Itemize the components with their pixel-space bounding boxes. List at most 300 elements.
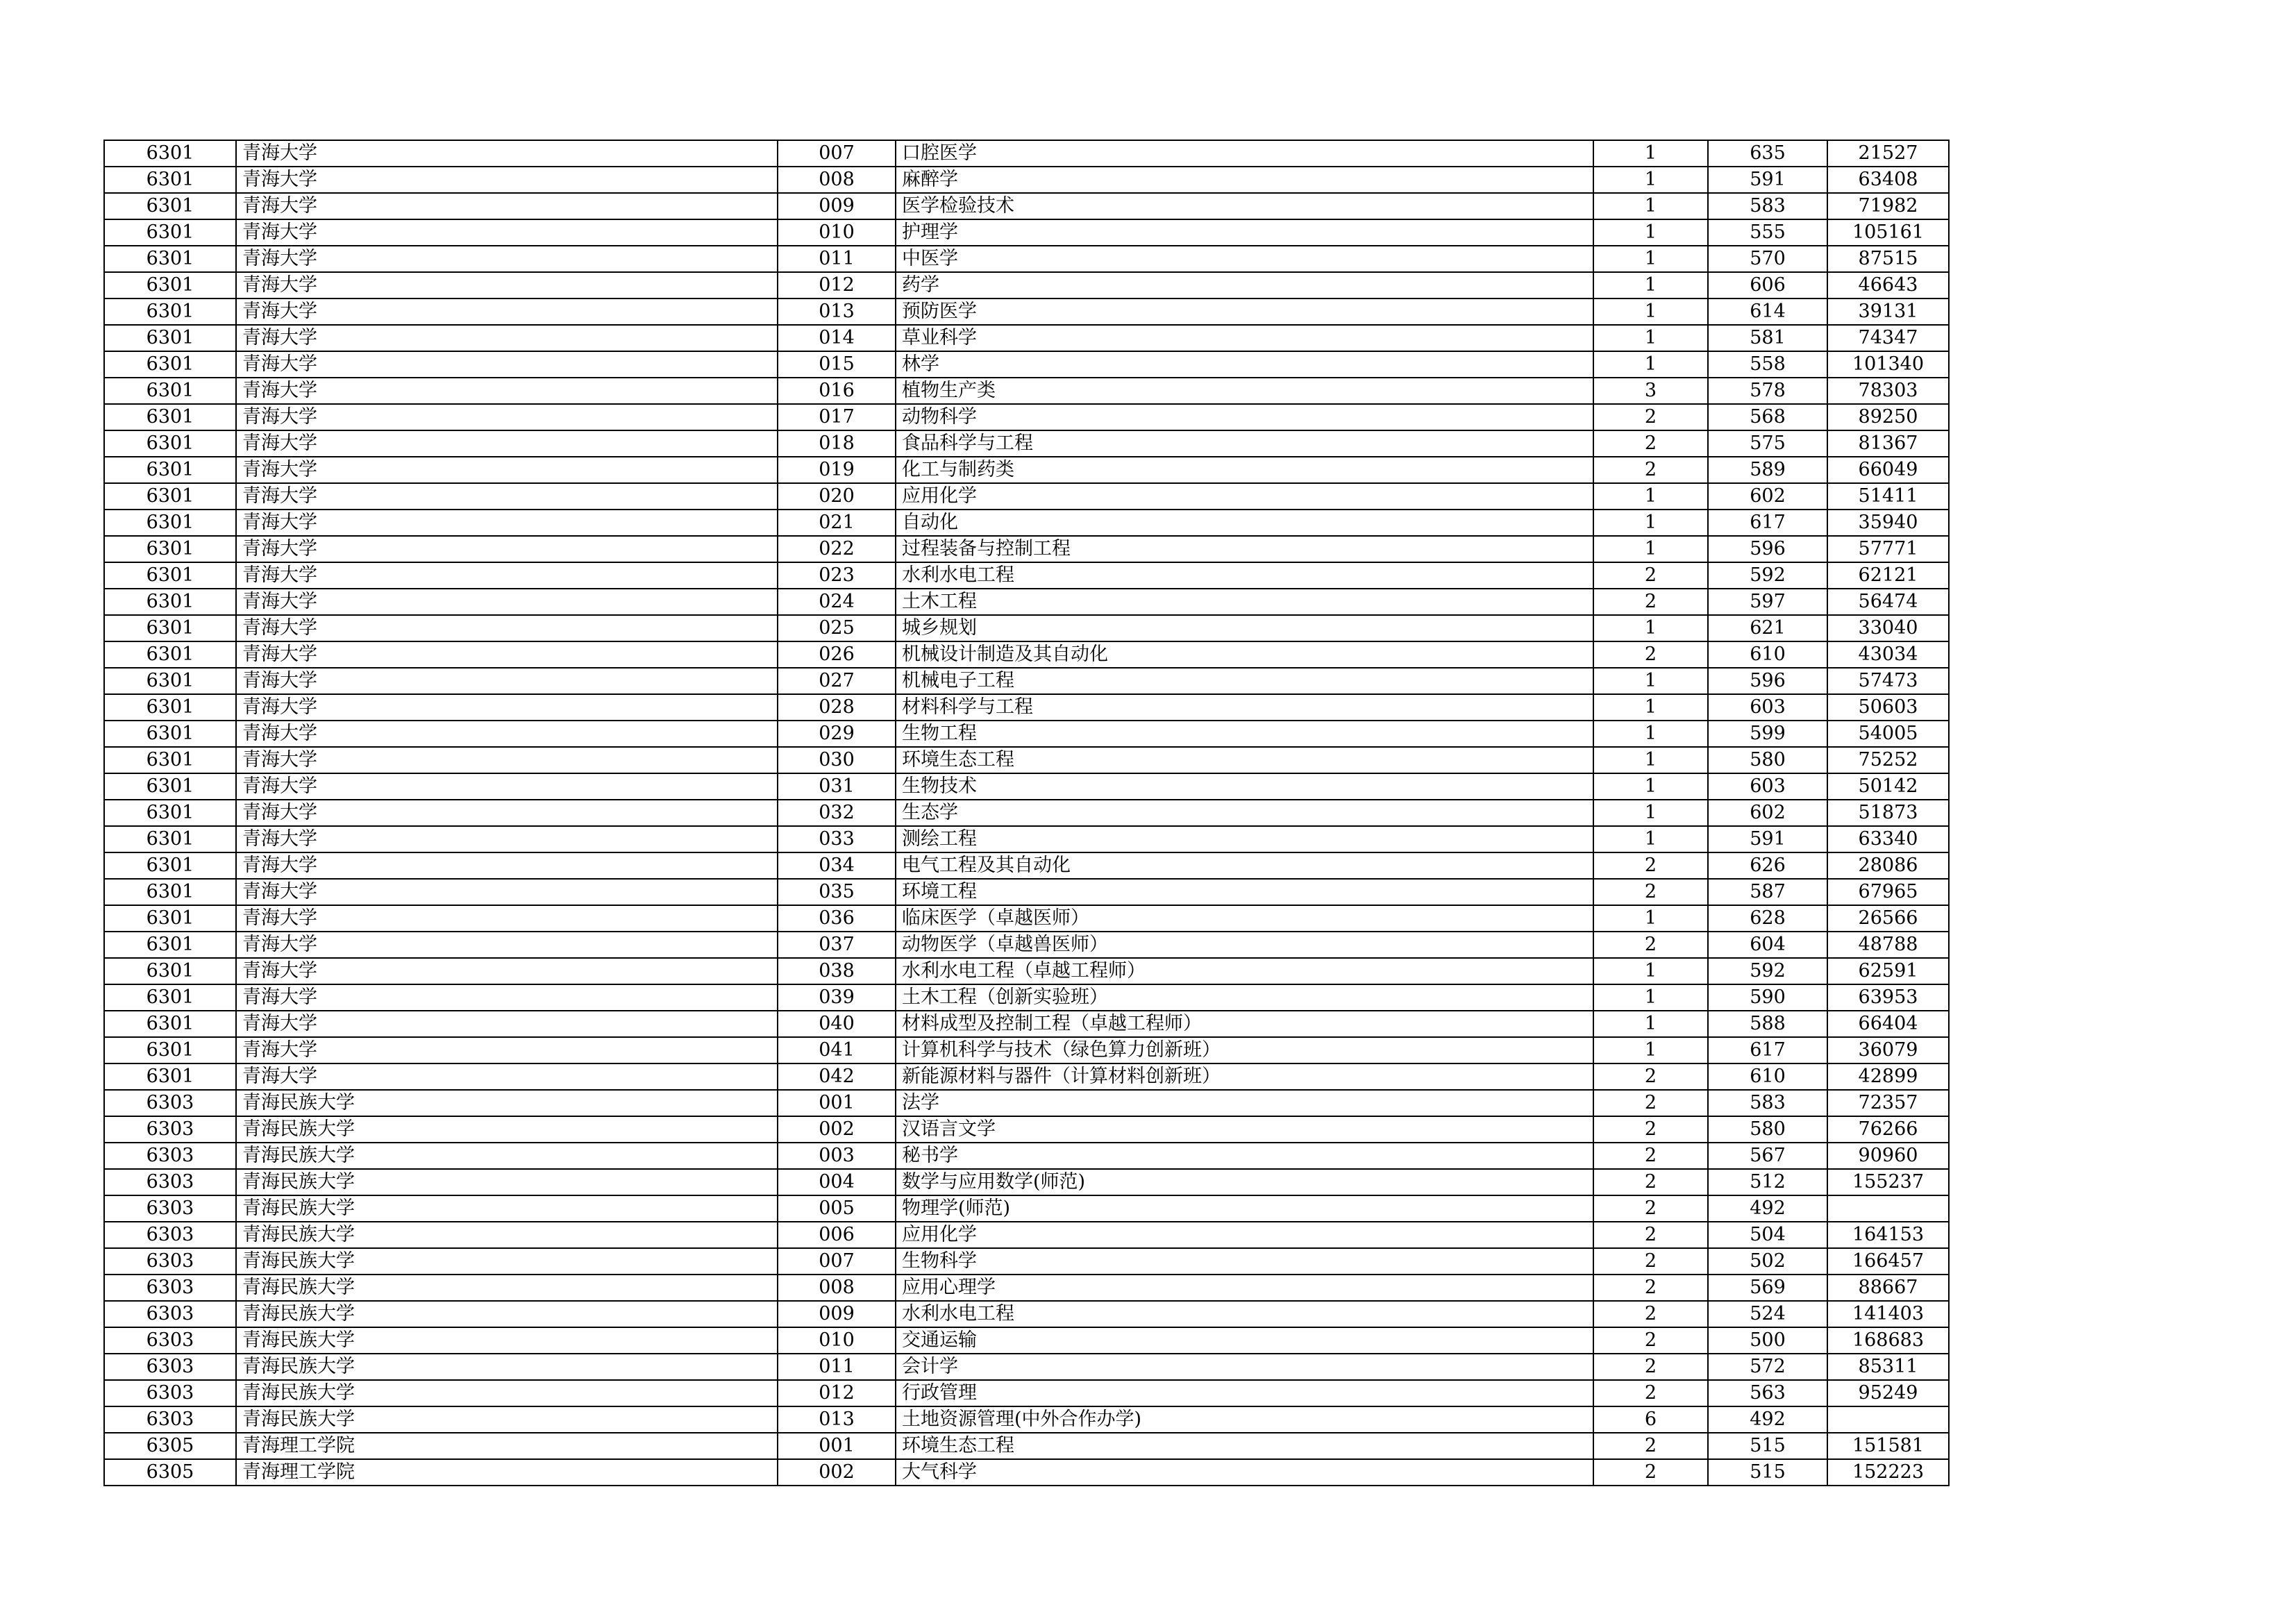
school-code-cell: 6303 bbox=[104, 1327, 236, 1354]
min-score-cell: 588 bbox=[1708, 1011, 1827, 1037]
major-code-cell: 007 bbox=[778, 1248, 896, 1275]
table-row bbox=[104, 325, 1949, 351]
plan-count-cell: 1 bbox=[1593, 272, 1708, 298]
table-row bbox=[104, 747, 1949, 773]
admission-table bbox=[103, 140, 1950, 1486]
min-rank-cell: 35940 bbox=[1827, 510, 1949, 536]
school-code-cell: 6303 bbox=[104, 1195, 236, 1222]
table-row bbox=[104, 615, 1949, 641]
major-code-cell: 007 bbox=[778, 140, 896, 167]
min-rank-cell: 28086 bbox=[1827, 852, 1949, 879]
school-code-cell: 6303 bbox=[104, 1090, 236, 1116]
major-code-cell: 042 bbox=[778, 1063, 896, 1090]
school-name-cell: 青海大学 bbox=[236, 932, 778, 958]
table-row bbox=[104, 773, 1949, 800]
min-score-cell: 603 bbox=[1708, 773, 1827, 800]
school-name-cell: 青海大学 bbox=[236, 510, 778, 536]
table-row bbox=[104, 483, 1949, 510]
major-name-cell: 行政管理 bbox=[896, 1380, 1593, 1406]
table-row bbox=[104, 536, 1949, 562]
major-name-cell: 材料成型及控制工程（卓越工程师） bbox=[896, 1011, 1593, 1037]
major-code-cell: 037 bbox=[778, 932, 896, 958]
major-name-cell: 环境生态工程 bbox=[896, 747, 1593, 773]
school-name-cell: 青海大学 bbox=[236, 958, 778, 984]
school-code-cell: 6301 bbox=[104, 562, 236, 589]
table-row bbox=[104, 932, 1949, 958]
min-score-cell: 575 bbox=[1708, 430, 1827, 457]
table-row bbox=[104, 721, 1949, 747]
table-row bbox=[104, 1063, 1949, 1090]
school-code-cell: 6303 bbox=[104, 1248, 236, 1275]
min-rank-cell: 56474 bbox=[1827, 589, 1949, 615]
major-name-cell: 口腔医学 bbox=[896, 140, 1593, 167]
min-score-cell: 580 bbox=[1708, 1116, 1827, 1143]
school-code-cell: 6301 bbox=[104, 984, 236, 1011]
table-row bbox=[104, 1116, 1949, 1143]
school-name-cell: 青海大学 bbox=[236, 800, 778, 826]
school-name-cell: 青海民族大学 bbox=[236, 1327, 778, 1354]
plan-count-cell: 2 bbox=[1593, 1169, 1708, 1195]
school-name-cell: 青海民族大学 bbox=[236, 1195, 778, 1222]
school-name-cell: 青海大学 bbox=[236, 1063, 778, 1090]
min-rank-cell: 78303 bbox=[1827, 378, 1949, 404]
plan-count-cell: 2 bbox=[1593, 641, 1708, 668]
min-score-cell: 555 bbox=[1708, 219, 1827, 246]
major-name-cell: 植物生产类 bbox=[896, 378, 1593, 404]
min-score-cell: 592 bbox=[1708, 958, 1827, 984]
school-code-cell: 6301 bbox=[104, 589, 236, 615]
min-rank-cell: 151581 bbox=[1827, 1433, 1949, 1459]
major-name-cell: 材料科学与工程 bbox=[896, 694, 1593, 721]
school-code-cell: 6301 bbox=[104, 668, 236, 694]
major-name-cell: 生态学 bbox=[896, 800, 1593, 826]
min-rank-cell: 26566 bbox=[1827, 905, 1949, 932]
table-row bbox=[104, 1143, 1949, 1169]
school-name-cell: 青海大学 bbox=[236, 773, 778, 800]
min-rank-cell: 72357 bbox=[1827, 1090, 1949, 1116]
min-rank-cell: 51873 bbox=[1827, 800, 1949, 826]
min-score-cell: 515 bbox=[1708, 1433, 1827, 1459]
major-code-cell: 013 bbox=[778, 298, 896, 325]
major-code-cell: 024 bbox=[778, 589, 896, 615]
table-row bbox=[104, 1406, 1949, 1433]
major-name-cell: 医学检验技术 bbox=[896, 193, 1593, 219]
plan-count-cell: 2 bbox=[1593, 1090, 1708, 1116]
major-code-cell: 016 bbox=[778, 378, 896, 404]
major-code-cell: 006 bbox=[778, 1222, 896, 1248]
major-name-cell: 中医学 bbox=[896, 246, 1593, 272]
table-row bbox=[104, 668, 1949, 694]
major-code-cell: 010 bbox=[778, 1327, 896, 1354]
min-score-cell: 606 bbox=[1708, 272, 1827, 298]
major-name-cell: 临床医学（卓越医师） bbox=[896, 905, 1593, 932]
plan-count-cell: 2 bbox=[1593, 1222, 1708, 1248]
min-rank-cell: 36079 bbox=[1827, 1037, 1949, 1063]
school-name-cell: 青海大学 bbox=[236, 430, 778, 457]
major-code-cell: 004 bbox=[778, 1169, 896, 1195]
school-code-cell: 6301 bbox=[104, 879, 236, 905]
plan-count-cell: 1 bbox=[1593, 298, 1708, 325]
school-name-cell: 青海大学 bbox=[236, 219, 778, 246]
school-code-cell: 6303 bbox=[104, 1354, 236, 1380]
major-code-cell: 003 bbox=[778, 1143, 896, 1169]
min-rank-cell: 46643 bbox=[1827, 272, 1949, 298]
table-row bbox=[104, 430, 1949, 457]
min-rank-cell: 81367 bbox=[1827, 430, 1949, 457]
major-name-cell: 电气工程及其自动化 bbox=[896, 852, 1593, 879]
major-code-cell: 015 bbox=[778, 351, 896, 378]
plan-count-cell: 3 bbox=[1593, 378, 1708, 404]
major-name-cell: 物理学(师范) bbox=[896, 1195, 1593, 1222]
min-score-cell: 583 bbox=[1708, 1090, 1827, 1116]
plan-count-cell: 2 bbox=[1593, 1327, 1708, 1354]
school-code-cell: 6303 bbox=[104, 1380, 236, 1406]
min-rank-cell: 57771 bbox=[1827, 536, 1949, 562]
school-code-cell: 6303 bbox=[104, 1169, 236, 1195]
plan-count-cell: 1 bbox=[1593, 510, 1708, 536]
major-name-cell: 机械电子工程 bbox=[896, 668, 1593, 694]
plan-count-cell: 1 bbox=[1593, 167, 1708, 193]
major-code-cell: 011 bbox=[778, 1354, 896, 1380]
school-name-cell: 青海民族大学 bbox=[236, 1248, 778, 1275]
min-score-cell: 512 bbox=[1708, 1169, 1827, 1195]
min-score-cell: 602 bbox=[1708, 800, 1827, 826]
school-name-cell: 青海大学 bbox=[236, 536, 778, 562]
min-rank-cell: 57473 bbox=[1827, 668, 1949, 694]
major-code-cell: 022 bbox=[778, 536, 896, 562]
major-code-cell: 039 bbox=[778, 984, 896, 1011]
major-name-cell: 环境工程 bbox=[896, 879, 1593, 905]
school-code-cell: 6303 bbox=[104, 1116, 236, 1143]
school-code-cell: 6303 bbox=[104, 1222, 236, 1248]
min-rank-cell: 152223 bbox=[1827, 1459, 1949, 1486]
table-row bbox=[104, 1275, 1949, 1301]
table-row bbox=[104, 562, 1949, 589]
school-name-cell: 青海大学 bbox=[236, 325, 778, 351]
major-name-cell: 过程装备与控制工程 bbox=[896, 536, 1593, 562]
school-code-cell: 6301 bbox=[104, 1011, 236, 1037]
table-row bbox=[104, 1222, 1949, 1248]
plan-count-cell: 1 bbox=[1593, 483, 1708, 510]
plan-count-cell: 6 bbox=[1593, 1406, 1708, 1433]
major-code-cell: 041 bbox=[778, 1037, 896, 1063]
plan-count-cell: 1 bbox=[1593, 721, 1708, 747]
major-name-cell: 生物技术 bbox=[896, 773, 1593, 800]
major-name-cell: 汉语言文学 bbox=[896, 1116, 1593, 1143]
major-code-cell: 009 bbox=[778, 193, 896, 219]
min-rank-cell: 39131 bbox=[1827, 298, 1949, 325]
major-code-cell: 026 bbox=[778, 641, 896, 668]
school-code-cell: 6303 bbox=[104, 1143, 236, 1169]
school-code-cell: 6301 bbox=[104, 325, 236, 351]
plan-count-cell: 2 bbox=[1593, 1354, 1708, 1380]
major-name-cell: 食品科学与工程 bbox=[896, 430, 1593, 457]
school-code-cell: 6301 bbox=[104, 298, 236, 325]
school-code-cell: 6301 bbox=[104, 378, 236, 404]
school-code-cell: 6301 bbox=[104, 747, 236, 773]
major-code-cell: 032 bbox=[778, 800, 896, 826]
major-code-cell: 002 bbox=[778, 1116, 896, 1143]
school-name-cell: 青海民族大学 bbox=[236, 1380, 778, 1406]
min-rank-cell: 63340 bbox=[1827, 826, 1949, 852]
min-score-cell: 504 bbox=[1708, 1222, 1827, 1248]
min-score-cell: 597 bbox=[1708, 589, 1827, 615]
min-rank-cell: 62121 bbox=[1827, 562, 1949, 589]
major-code-cell: 038 bbox=[778, 958, 896, 984]
min-score-cell: 617 bbox=[1708, 1037, 1827, 1063]
major-name-cell: 土木工程 bbox=[896, 589, 1593, 615]
school-name-cell: 青海大学 bbox=[236, 246, 778, 272]
table-row bbox=[104, 589, 1949, 615]
min-rank-cell: 43034 bbox=[1827, 641, 1949, 668]
school-code-cell: 6305 bbox=[104, 1433, 236, 1459]
major-code-cell: 030 bbox=[778, 747, 896, 773]
plan-count-cell: 1 bbox=[1593, 351, 1708, 378]
min-score-cell: 580 bbox=[1708, 747, 1827, 773]
major-name-cell: 环境生态工程 bbox=[896, 1433, 1593, 1459]
school-code-cell: 6301 bbox=[104, 246, 236, 272]
min-rank-cell: 54005 bbox=[1827, 721, 1949, 747]
plan-count-cell: 1 bbox=[1593, 694, 1708, 721]
min-score-cell: 558 bbox=[1708, 351, 1827, 378]
table-row bbox=[104, 1195, 1949, 1222]
major-name-cell: 水利水电工程 bbox=[896, 562, 1593, 589]
school-name-cell: 青海民族大学 bbox=[236, 1406, 778, 1433]
major-name-cell: 草业科学 bbox=[896, 325, 1593, 351]
major-code-cell: 001 bbox=[778, 1433, 896, 1459]
school-name-cell: 青海大学 bbox=[236, 167, 778, 193]
min-score-cell: 604 bbox=[1708, 932, 1827, 958]
table-row bbox=[104, 1301, 1949, 1327]
major-code-cell: 029 bbox=[778, 721, 896, 747]
school-code-cell: 6301 bbox=[104, 932, 236, 958]
major-code-cell: 027 bbox=[778, 668, 896, 694]
min-score-cell: 587 bbox=[1708, 879, 1827, 905]
school-name-cell: 青海大学 bbox=[236, 272, 778, 298]
plan-count-cell: 1 bbox=[1593, 984, 1708, 1011]
table-row bbox=[104, 1248, 1949, 1275]
major-code-cell: 010 bbox=[778, 219, 896, 246]
major-code-cell: 002 bbox=[778, 1459, 896, 1486]
min-rank-cell: 42899 bbox=[1827, 1063, 1949, 1090]
school-name-cell: 青海大学 bbox=[236, 826, 778, 852]
min-rank-cell: 85311 bbox=[1827, 1354, 1949, 1380]
table-row bbox=[104, 378, 1949, 404]
min-rank-cell: 89250 bbox=[1827, 404, 1949, 430]
plan-count-cell: 1 bbox=[1593, 1037, 1708, 1063]
table-row bbox=[104, 1459, 1949, 1486]
major-name-cell: 秘书学 bbox=[896, 1143, 1593, 1169]
min-score-cell: 617 bbox=[1708, 510, 1827, 536]
min-score-cell: 569 bbox=[1708, 1275, 1827, 1301]
major-name-cell: 数学与应用数学(师范) bbox=[896, 1169, 1593, 1195]
min-score-cell: 563 bbox=[1708, 1380, 1827, 1406]
min-rank-cell: 76266 bbox=[1827, 1116, 1949, 1143]
school-name-cell: 青海大学 bbox=[236, 378, 778, 404]
major-code-cell: 012 bbox=[778, 1380, 896, 1406]
table-row bbox=[104, 1011, 1949, 1037]
major-name-cell: 生物科学 bbox=[896, 1248, 1593, 1275]
school-name-cell: 青海民族大学 bbox=[236, 1275, 778, 1301]
min-rank-cell: 48788 bbox=[1827, 932, 1949, 958]
min-score-cell: 621 bbox=[1708, 615, 1827, 641]
major-code-cell: 008 bbox=[778, 167, 896, 193]
major-name-cell: 测绘工程 bbox=[896, 826, 1593, 852]
major-name-cell: 水利水电工程 bbox=[896, 1301, 1593, 1327]
school-name-cell: 青海大学 bbox=[236, 879, 778, 905]
min-score-cell: 502 bbox=[1708, 1248, 1827, 1275]
school-code-cell: 6301 bbox=[104, 615, 236, 641]
school-name-cell: 青海理工学院 bbox=[236, 1433, 778, 1459]
plan-count-cell: 2 bbox=[1593, 430, 1708, 457]
min-rank-cell: 75252 bbox=[1827, 747, 1949, 773]
min-rank-cell: 50603 bbox=[1827, 694, 1949, 721]
plan-count-cell: 2 bbox=[1593, 932, 1708, 958]
table-row bbox=[104, 905, 1949, 932]
major-code-cell: 018 bbox=[778, 430, 896, 457]
major-code-cell: 033 bbox=[778, 826, 896, 852]
min-score-cell: 583 bbox=[1708, 193, 1827, 219]
plan-count-cell: 2 bbox=[1593, 1195, 1708, 1222]
school-code-cell: 6303 bbox=[104, 1275, 236, 1301]
school-name-cell: 青海大学 bbox=[236, 404, 778, 430]
major-name-cell: 法学 bbox=[896, 1090, 1593, 1116]
plan-count-cell: 2 bbox=[1593, 1380, 1708, 1406]
min-score-cell: 602 bbox=[1708, 483, 1827, 510]
major-code-cell: 020 bbox=[778, 483, 896, 510]
school-name-cell: 青海大学 bbox=[236, 641, 778, 668]
school-code-cell: 6303 bbox=[104, 1301, 236, 1327]
table-row bbox=[104, 879, 1949, 905]
min-score-cell: 570 bbox=[1708, 246, 1827, 272]
school-code-cell: 6301 bbox=[104, 641, 236, 668]
plan-count-cell: 1 bbox=[1593, 747, 1708, 773]
major-code-cell: 014 bbox=[778, 325, 896, 351]
table-row bbox=[104, 1354, 1949, 1380]
table-row bbox=[104, 193, 1949, 219]
plan-count-cell: 2 bbox=[1593, 1116, 1708, 1143]
major-code-cell: 013 bbox=[778, 1406, 896, 1433]
min-score-cell: 567 bbox=[1708, 1143, 1827, 1169]
school-name-cell: 青海大学 bbox=[236, 589, 778, 615]
school-name-cell: 青海理工学院 bbox=[236, 1459, 778, 1486]
school-code-cell: 6301 bbox=[104, 721, 236, 747]
table-row bbox=[104, 167, 1949, 193]
plan-count-cell: 1 bbox=[1593, 140, 1708, 167]
school-name-cell: 青海大学 bbox=[236, 562, 778, 589]
major-code-cell: 036 bbox=[778, 905, 896, 932]
min-rank-cell: 71982 bbox=[1827, 193, 1949, 219]
table-row bbox=[104, 351, 1949, 378]
min-score-cell: 610 bbox=[1708, 641, 1827, 668]
major-name-cell: 生物工程 bbox=[896, 721, 1593, 747]
school-name-cell: 青海民族大学 bbox=[236, 1090, 778, 1116]
school-name-cell: 青海大学 bbox=[236, 747, 778, 773]
major-code-cell: 031 bbox=[778, 773, 896, 800]
plan-count-cell: 2 bbox=[1593, 1301, 1708, 1327]
major-name-cell: 机械设计制造及其自动化 bbox=[896, 641, 1593, 668]
min-rank-cell: 90960 bbox=[1827, 1143, 1949, 1169]
school-code-cell: 6301 bbox=[104, 536, 236, 562]
school-name-cell: 青海民族大学 bbox=[236, 1169, 778, 1195]
min-score-cell: 492 bbox=[1708, 1195, 1827, 1222]
min-score-cell: 590 bbox=[1708, 984, 1827, 1011]
school-code-cell: 6301 bbox=[104, 694, 236, 721]
table-row bbox=[104, 1327, 1949, 1354]
school-name-cell: 青海大学 bbox=[236, 457, 778, 483]
school-code-cell: 6301 bbox=[104, 351, 236, 378]
min-score-cell: 568 bbox=[1708, 404, 1827, 430]
table-row bbox=[104, 140, 1949, 167]
min-score-cell: 599 bbox=[1708, 721, 1827, 747]
plan-count-cell: 1 bbox=[1593, 668, 1708, 694]
major-name-cell: 护理学 bbox=[896, 219, 1593, 246]
major-code-cell: 025 bbox=[778, 615, 896, 641]
school-code-cell: 6301 bbox=[104, 958, 236, 984]
table-row bbox=[104, 219, 1949, 246]
plan-count-cell: 2 bbox=[1593, 1143, 1708, 1169]
min-rank-cell: 63408 bbox=[1827, 167, 1949, 193]
school-name-cell: 青海大学 bbox=[236, 1037, 778, 1063]
school-name-cell: 青海大学 bbox=[236, 1011, 778, 1037]
min-score-cell: 596 bbox=[1708, 668, 1827, 694]
plan-count-cell: 2 bbox=[1593, 879, 1708, 905]
table-row bbox=[104, 457, 1949, 483]
plan-count-cell: 1 bbox=[1593, 826, 1708, 852]
school-code-cell: 6301 bbox=[104, 404, 236, 430]
plan-count-cell: 2 bbox=[1593, 1275, 1708, 1301]
major-code-cell: 008 bbox=[778, 1275, 896, 1301]
min-score-cell: 591 bbox=[1708, 826, 1827, 852]
table-row bbox=[104, 852, 1949, 879]
major-name-cell: 应用心理学 bbox=[896, 1275, 1593, 1301]
plan-count-cell: 2 bbox=[1593, 1459, 1708, 1486]
min-score-cell: 592 bbox=[1708, 562, 1827, 589]
major-code-cell: 012 bbox=[778, 272, 896, 298]
table-row bbox=[104, 826, 1949, 852]
min-rank-cell: 88667 bbox=[1827, 1275, 1949, 1301]
plan-count-cell: 1 bbox=[1593, 615, 1708, 641]
min-rank-cell: 164153 bbox=[1827, 1222, 1949, 1248]
school-code-cell: 6301 bbox=[104, 272, 236, 298]
school-name-cell: 青海大学 bbox=[236, 140, 778, 167]
min-score-cell: 515 bbox=[1708, 1459, 1827, 1486]
major-name-cell: 计算机科学与技术（绿色算力创新班） bbox=[896, 1037, 1593, 1063]
plan-count-cell: 1 bbox=[1593, 958, 1708, 984]
min-rank-cell: 33040 bbox=[1827, 615, 1949, 641]
school-code-cell: 6301 bbox=[104, 167, 236, 193]
table-row bbox=[104, 298, 1949, 325]
school-code-cell: 6301 bbox=[104, 1063, 236, 1090]
min-score-cell: 610 bbox=[1708, 1063, 1827, 1090]
school-name-cell: 青海民族大学 bbox=[236, 1116, 778, 1143]
school-name-cell: 青海大学 bbox=[236, 193, 778, 219]
school-code-cell: 6301 bbox=[104, 219, 236, 246]
table-row bbox=[104, 800, 1949, 826]
school-code-cell: 6301 bbox=[104, 800, 236, 826]
plan-count-cell: 2 bbox=[1593, 1248, 1708, 1275]
major-code-cell: 028 bbox=[778, 694, 896, 721]
school-code-cell: 6301 bbox=[104, 483, 236, 510]
school-name-cell: 青海民族大学 bbox=[236, 1301, 778, 1327]
table-row bbox=[104, 272, 1949, 298]
major-name-cell: 城乡规划 bbox=[896, 615, 1593, 641]
min-score-cell: 500 bbox=[1708, 1327, 1827, 1354]
major-name-cell: 应用化学 bbox=[896, 483, 1593, 510]
min-score-cell: 628 bbox=[1708, 905, 1827, 932]
table-row bbox=[104, 694, 1949, 721]
min-rank-cell: 66404 bbox=[1827, 1011, 1949, 1037]
